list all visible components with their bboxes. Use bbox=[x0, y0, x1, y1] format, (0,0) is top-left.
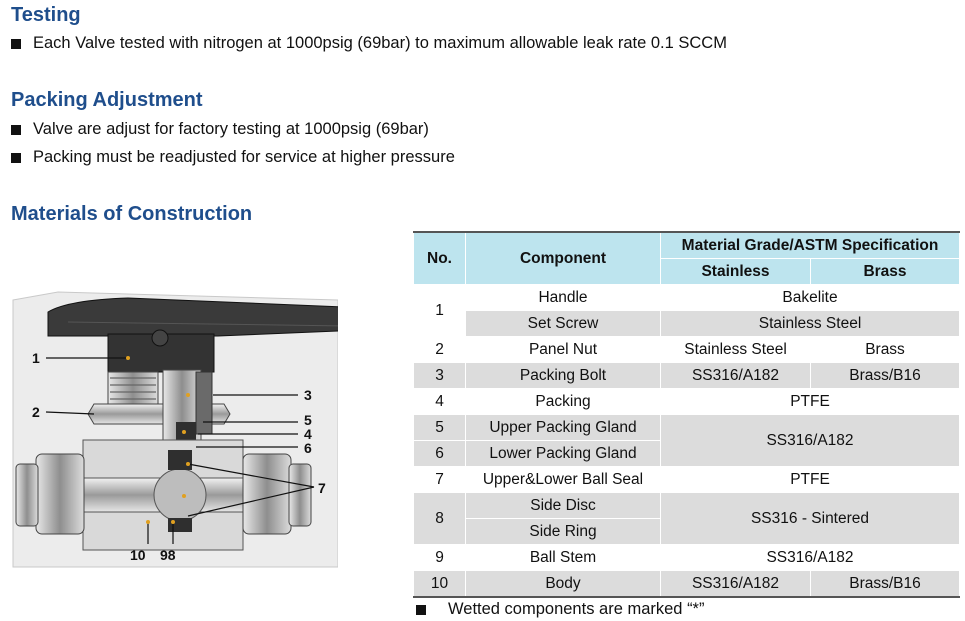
cell-no: 4 bbox=[414, 389, 466, 415]
cell-component: Ball Stem bbox=[466, 545, 661, 571]
note-text: Wetted components are marked “*” bbox=[448, 600, 705, 618]
cell-no: 6 bbox=[414, 441, 466, 467]
cell-component: Body bbox=[466, 571, 661, 598]
bullet-text: Valve are adjust for factory testing at 1000psig (69bar) bbox=[33, 120, 429, 138]
packing-bullet-1 bbox=[11, 120, 429, 139]
bullet-text: Packing must be readjusted for service at higher pressure bbox=[33, 148, 455, 166]
cell-component: Side Disc bbox=[466, 493, 661, 519]
cell-material: SS316 - Sintered bbox=[661, 493, 960, 545]
cell-component: Upper&Lower Ball Seal bbox=[466, 467, 661, 493]
cell-stainless: SS316/A182 bbox=[661, 363, 811, 389]
diagram-label-5: 5 bbox=[304, 412, 312, 428]
table-header-row bbox=[414, 232, 960, 259]
cell-no: 1 bbox=[414, 285, 466, 337]
valve-cross-section-diagram bbox=[8, 282, 338, 572]
diagram-label-10: 10 bbox=[130, 547, 146, 563]
materials-table bbox=[413, 231, 960, 598]
cell-no: 5 bbox=[414, 415, 466, 441]
cell-component: Handle bbox=[466, 285, 661, 311]
cell-no: 2 bbox=[414, 337, 466, 363]
cell-material: Bakelite bbox=[661, 285, 960, 311]
cell-no: 3 bbox=[414, 363, 466, 389]
header-spec: Material Grade/ASTM Specification bbox=[661, 232, 960, 259]
bullet-square-icon bbox=[11, 39, 21, 49]
cell-component: Lower Packing Gland bbox=[466, 441, 661, 467]
header-stainless: Stainless bbox=[661, 259, 811, 285]
table-row bbox=[414, 337, 960, 363]
cell-material: PTFE bbox=[661, 389, 960, 415]
cell-component: Panel Nut bbox=[466, 337, 661, 363]
diagram-label-2: 2 bbox=[32, 404, 40, 420]
diagram-label-7: 7 bbox=[318, 480, 326, 496]
cell-no: 9 bbox=[414, 545, 466, 571]
diagram-label-1: 1 bbox=[32, 350, 40, 366]
cell-component: Upper Packing Gland bbox=[466, 415, 661, 441]
diagram-label-6: 6 bbox=[304, 440, 312, 456]
cell-stainless: SS316/A182 bbox=[661, 571, 811, 598]
wetted-note bbox=[416, 600, 704, 619]
header-component: Component bbox=[466, 232, 661, 285]
cell-no: 7 bbox=[414, 467, 466, 493]
table-row bbox=[414, 467, 960, 493]
bullet-square-icon bbox=[11, 153, 21, 163]
cell-stainless: Stainless Steel bbox=[661, 337, 811, 363]
cell-material: Stainless Steel bbox=[661, 311, 960, 337]
header-no: No. bbox=[414, 232, 466, 285]
cell-no: 8 bbox=[414, 493, 466, 545]
bullet-square-icon bbox=[416, 605, 426, 615]
cell-component: Set Screw bbox=[466, 311, 661, 337]
testing-bullet bbox=[11, 34, 727, 53]
cell-material: SS316/A182 bbox=[661, 545, 960, 571]
cell-material: SS316/A182 bbox=[661, 415, 960, 467]
table-row bbox=[414, 389, 960, 415]
cell-no: 10 bbox=[414, 571, 466, 598]
packing-heading: Packing Adjustment bbox=[11, 89, 203, 111]
cell-component: Side Ring bbox=[466, 519, 661, 545]
cell-brass: Brass/B16 bbox=[811, 571, 960, 598]
table-row bbox=[414, 285, 960, 311]
table-row bbox=[414, 363, 960, 389]
table-row bbox=[414, 545, 960, 571]
bullet-square-icon bbox=[11, 125, 21, 135]
cell-material: PTFE bbox=[661, 467, 960, 493]
header-brass: Brass bbox=[811, 259, 960, 285]
table-row bbox=[414, 311, 960, 337]
table-row bbox=[414, 493, 960, 519]
diagram-label-3: 3 bbox=[304, 387, 312, 403]
materials-heading: Materials of Construction bbox=[11, 203, 253, 225]
cell-component: Packing Bolt bbox=[466, 363, 661, 389]
diagram-label-98: 98 bbox=[160, 547, 176, 563]
cell-brass: Brass bbox=[811, 337, 960, 363]
cell-component: Packing bbox=[466, 389, 661, 415]
cell-brass: Brass/B16 bbox=[811, 363, 960, 389]
diagram-label-4: 4 bbox=[304, 426, 312, 442]
bullet-text: Each Valve tested with nitrogen at 1000psig (69bar) to maximum allowable leak rate 0.1 SCCM bbox=[33, 34, 727, 52]
testing-heading: Testing bbox=[11, 4, 81, 26]
table-row bbox=[414, 415, 960, 441]
packing-bullet-2 bbox=[11, 148, 455, 167]
table-row bbox=[414, 571, 960, 598]
